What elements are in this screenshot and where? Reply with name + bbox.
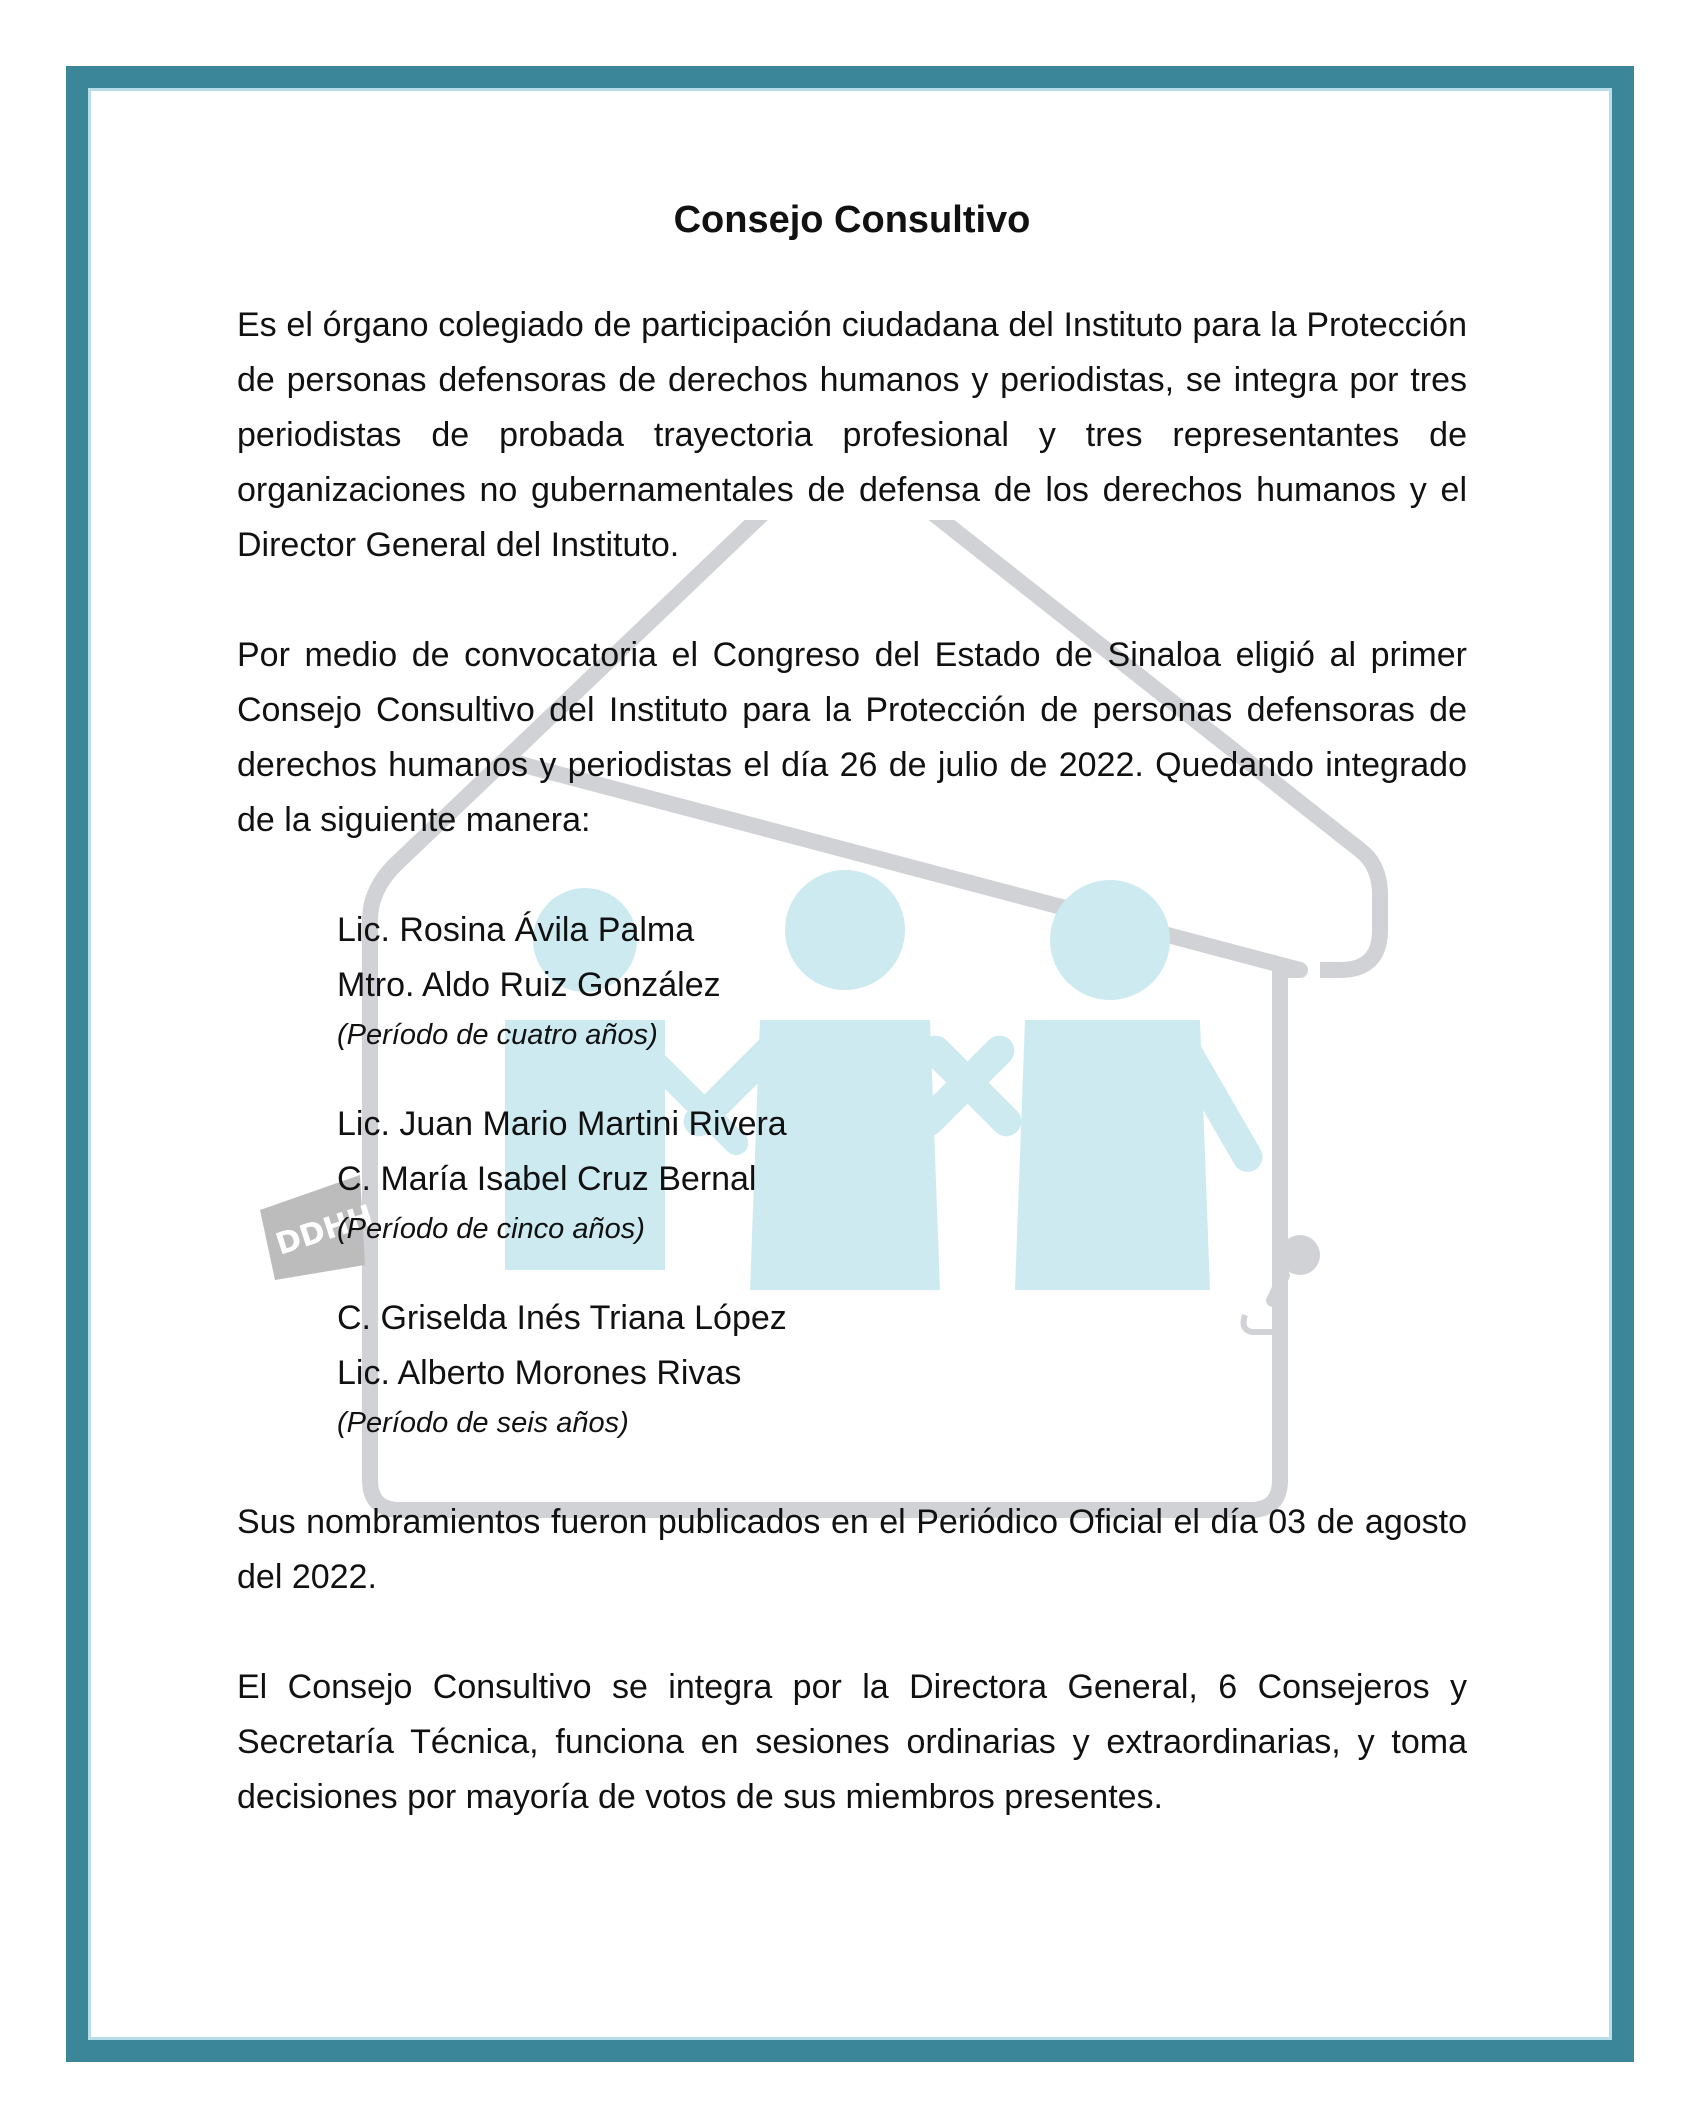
term-period: (Período de cuatro años) <box>337 1019 658 1051</box>
member-name: C. Griselda Inés Triana López <box>337 1299 787 1337</box>
member-group <box>337 1097 1467 1251</box>
paragraph-integracion: El Consejo Consultivo se integra por la Directora General, 6 Consejeros y Secretaría Técnica, funciona en sesiones ordinarias y extraordinarias, y toma decisiones por mayoría de votos de sus miembros presentes. <box>237 1668 1467 1816</box>
term-period: (Período de cinco años) <box>337 1213 645 1245</box>
paragraph-nombramientos: Sus nombramientos fueron publicados en el Periódico Oficial el día 03 de agosto del 2022. <box>237 1503 1467 1596</box>
paragraph-intro: Es el órgano colegiado de participación ciudadana del Instituto para la Protección de personas defensoras de derechos humanos y periodistas, se integra por tres periodistas de probada trayectoria profesional y tres representantes de organizaciones no gubernamentales de defensa de los derechos humanos y el Director General del Instituto. <box>237 306 1467 564</box>
member-group <box>337 903 1467 1057</box>
member-name: Lic. Rosina Ávila Palma <box>337 911 695 949</box>
member-name: C. María Isabel Cruz Bernal <box>337 1160 757 1198</box>
term-period: (Período de seis años) <box>337 1407 629 1439</box>
paragraph-convocatoria: Por medio de convocatoria el Congreso del Estado de Sinaloa eligió al primer Consejo Consultivo del Instituto para la Protección de personas defensoras de derechos humanos y periodistas el día 26 de julio de 2022. Quedando integrado de la siguiente manera: <box>237 636 1467 839</box>
flag-text: DDHH <box>271 1198 378 1263</box>
page-title: Consejo Consultivo <box>673 199 1031 241</box>
members-list <box>337 903 1467 1445</box>
member-name: Mtro. Aldo Ruiz González <box>337 966 721 1004</box>
member-group <box>337 1291 1467 1445</box>
member-name: Lic. Alberto Morones Rivas <box>337 1354 742 1392</box>
document-body <box>237 195 1467 1880</box>
member-name: Lic. Juan Mario Martini Rivera <box>337 1105 787 1143</box>
